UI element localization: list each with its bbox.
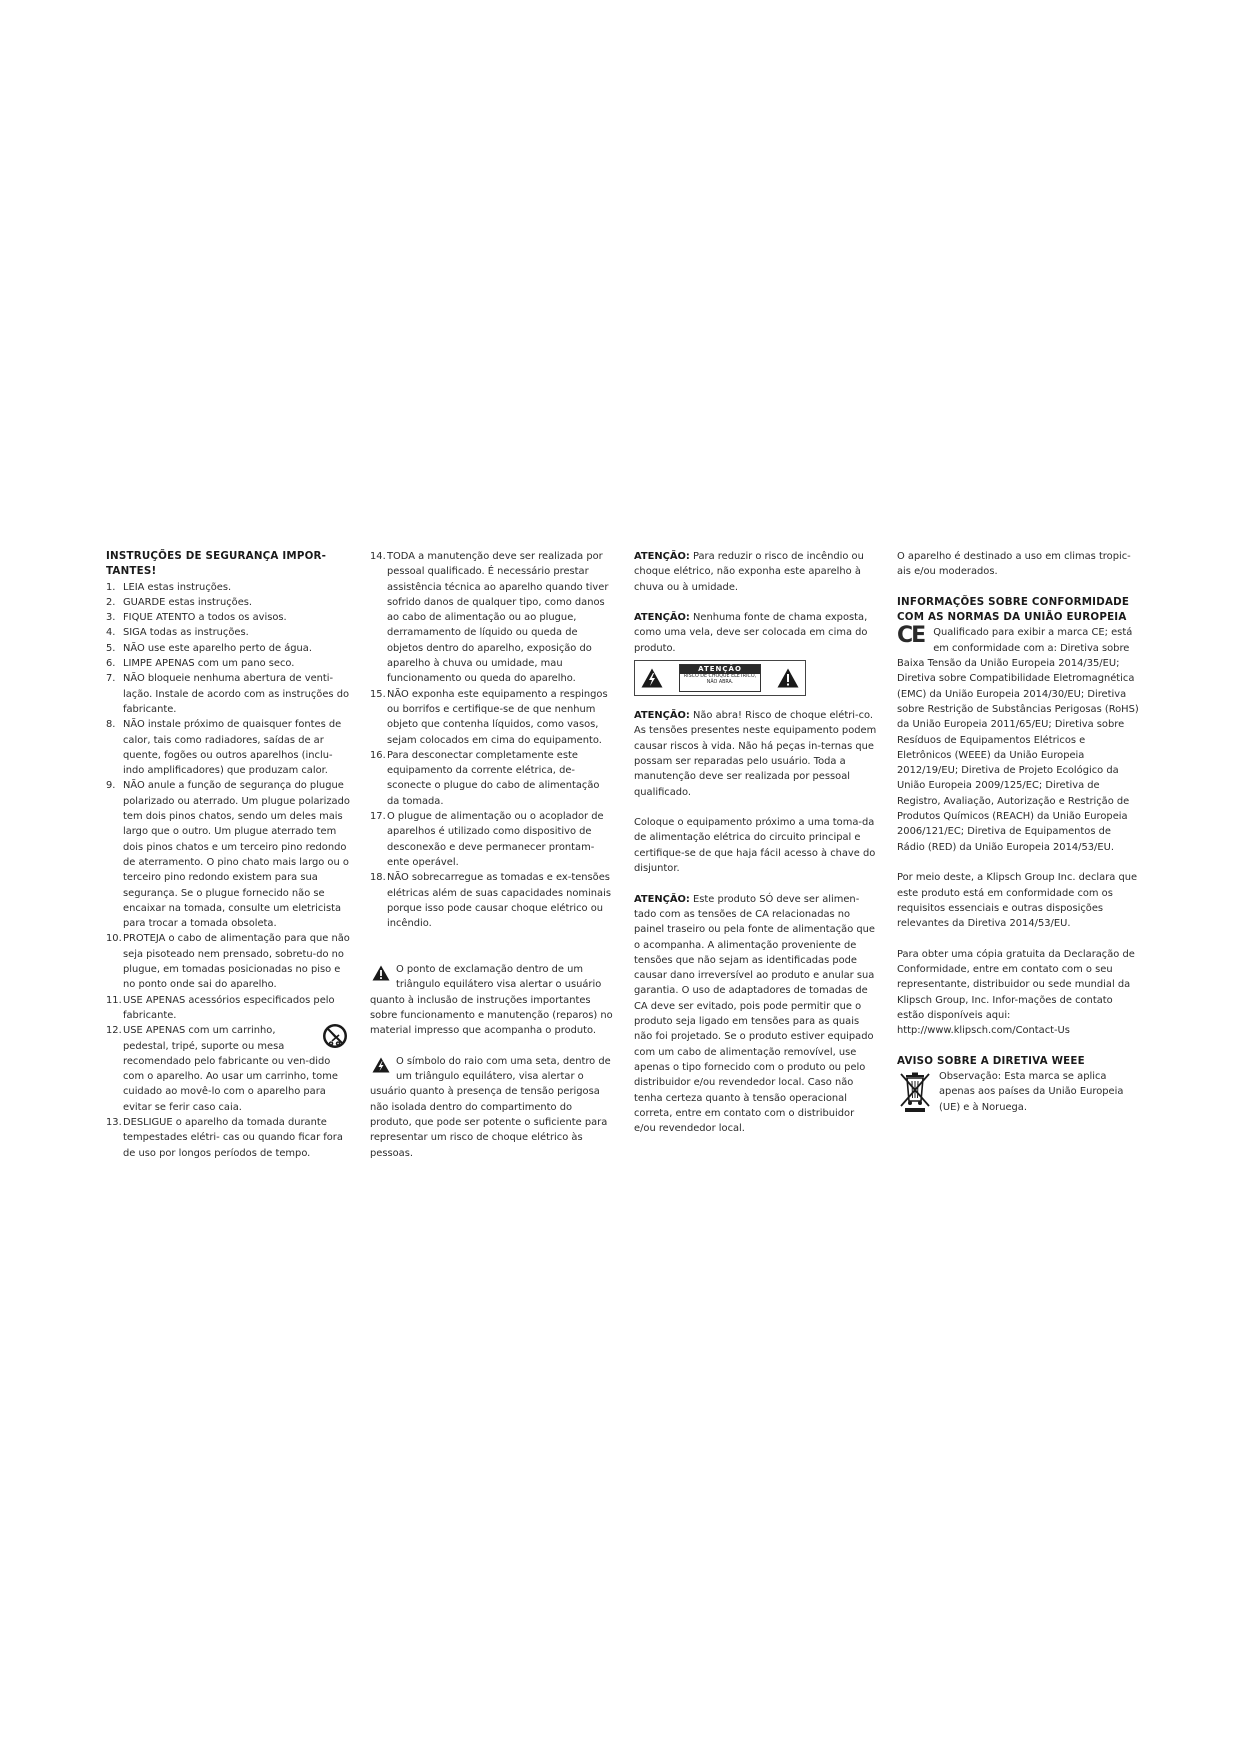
list-item: 10. PROTEJA o cabo de alimentação para que não seja pisoteado nem prensado, sobretu-do no plugue, em tomadas posicionadas no piso e no ponto onde sai do aparelho. [106,933,350,991]
caution-label-text [679,664,761,692]
safety-heading: INSTRUÇÕES DE SEGURANÇA IMPOR-TANTES! [106,550,327,578]
caution-label [634,660,806,696]
list-item: 14. TODA a manutenção deve ser realizada por pessoal qualificado. É necessário prestar assistência técnica ao aparelho quando tiver sofrido danos de qualquer tipo, como danos ao cabo de alimentação ou ao plugue, derramamento de líquido ou queda de objetos dentro do aparelho, exposição do aparelho à chuva ou umidade, mau funcionamento ou queda do aparelho. [370,551,609,685]
list-item: 2. GUARDE estas instruções. [106,596,253,608]
warnings-column [634,549,878,1136]
exclamation-triangle-icon [372,965,390,981]
safety-list [106,580,350,1161]
warning-moisture: ATENÇÃO: Para reduzir o risco de incêndio ou choque elétrico, não exponha este aparelho à chuva ou à umidade. [634,551,864,593]
warning-flame: ATENÇÃO: Nenhuma fonte de chama exposta, como uma vela, deve ser colocada em cima do produto. [634,612,868,654]
safety-instructions-column [106,549,350,1161]
list-item: 5. NÃO use este aparelho perto de água. [106,642,312,654]
no-cart-tipover-icon [322,1023,348,1049]
list-item: 7. NÃO bloqueie nenhuma abertura de venti-lação. Instale de acordo com as instruções do fabricante. [106,673,350,715]
list-item: 17. O plugue de alimentação ou o acoplador de aparelhos é utilizado como dispositivo de desconexão e deve permanecer prontam-ente operável. [370,811,604,868]
eu-conformity-heading: INFORMAÇÕES SOBRE CONFORMIDADE COM AS NORMAS DA UNIÃO EUROPEIA [897,595,1130,624]
list-item: 6. LIMPE APENAS com um pano seco. [106,658,295,670]
weee-crossed-bin-icon [897,1071,933,1113]
safety-list-continued [370,549,614,931]
ce-mark-icon: CE [897,623,925,649]
lightning-triangle-icon [372,1057,390,1073]
caution-label-title: ATENÇÃO [680,665,760,674]
list-item: 16. Para desconectar completamente este equipamento da corrente elétrica, de-sconecte o plugue do cabo de alimentação da tomada. [370,749,600,807]
safety-instructions-continued-column [370,549,614,1161]
eu-conformity-text: CE Qualificado para exibir a marca CE; está em conformidade com a: Diretiva sobre Baixa Tensão da União Europeia 2014/35/EU; Diretiva sobre Compatibilidade Eletromagnética (EMC) da União Europeia 2014/30/EU; Diretiva sobre Restrição de Substâncias Perigosas (RoHS) da União Europeia 2011/65/EU; Diretiva sobre Resíduos de Equipamentos Elétricos e Eletrônicos (WEEE) da União Europeia 2012/19/EU; Diretiva de Projeto Ecológico da União Europeia 2009/125/EC; Diretiva de Registro, Avaliação, Autorização e Restrição de Produtos Químicos (REACH) da União Europeia 2006/121/EC; Diretiva de Equipamentos de Rádio (RED) da União Europeia 2014/53/EU. [897,623,1139,853]
exclamation-triangle-icon [777,668,799,688]
list-item: 18. NÃO sobrecarregue as tomadas e ex-tensões elétricas além de suas capacidades nominais porque isso pode causar choque elétrico ou incêndio. [370,872,611,930]
declaration-copy-text: Para obter uma cópia gratuita da Declaração de Conformidade, entre em contato com o seu representante, distribuidor ou sede mundial da Klipsch Group, Inc. Infor-mações de contato estão disponíveis aqui: http://www.klipsch.com/Contact-Us [897,948,1135,1037]
lightning-triangle-icon [641,668,663,688]
list-item: 1. LEIA estas instruções. [106,581,232,593]
caution-label-line: RISCO DE CHOQUE ELÉTRICO, [683,674,757,680]
compliance-column [897,549,1141,1115]
list-item: 4. SIGA todas as instruções. [106,627,249,639]
list-item: 11. USE APENAS acessórios especificados pelo fabricante. [106,994,335,1021]
climate-note: O aparelho é destinado a uso em climas tropic-ais e/ou moderados. [897,551,1131,578]
caution-label-line: NÃO ABRA. [706,680,734,686]
list-item: 3. FIQUE ATENTO a todos os avisos. [106,612,287,624]
list-item: 8. NÃO instale próximo de quaisquer fontes de calor, tais como radiadores, saídas de ar quente, fogões ou outros aparelhos (inclu-indo amplificadores) que produzam calor. [106,719,342,777]
lightning-note: O símbolo do raio com uma seta, dentro de um triângulo equilátero, visa alertar o usuário quanto à presença de tensão perigosa não isolada dentro do compartimento do produto, que pode ser potente o suficiente para representar um risco de choque elétrico às pessoas. [370,1055,611,1159]
placement-note: Coloque o equipamento próximo a uma toma-da de alimentação elétrica do circuito principal e certifique-se de que haja fácil acesso à chave do disjuntor. [634,817,876,875]
declaration-text: Por meio deste, a Klipsch Group Inc. declara que este produto está em conformidade com os requisitos essenciais e outras disposições relevantes da Diretiva 2014/53/EU. [897,872,1138,930]
list-item: 9. NÃO anule a função de segurança do plugue polarizado ou aterrado. Um plugue polarizado tem dois pinos chatos, sendo um deles mais largo que o outro. Um plugue aterrado tem dois pinos chatos e um terceiro pino redondo de aterramento. O pino chato mais largo ou o terceiro pino redondo existem para sua segurança. Se o plugue fornecido não se encaixar na tomada, consulte um eletricista para trocar a tomada obsoleta. [106,780,350,930]
list-item: 15. NÃO exponha este equipamento a respingos ou borrifos e certifique-se de que nenhum objeto que contenha líquidos, como vasos, sejam colocados em cima do equipamento. [370,688,608,746]
list-item: 12. USE APENAS com um carrinho, pedestal, tripé, suporte ou mesa recomendado pelo fabricante ou ven-dido com o aparelho. Ao usar um carrinho, tome cuidado ao movê-lo com o aparelho para evitar se ferir caso caia. [106,1023,350,1115]
weee-text: Observação: Esta marca se aplica apenas aos países da União Europeia (UE) e à Noruega. [897,1069,1141,1115]
warning-do-not-open: ATENÇÃO: Não abra! Risco de choque elétri-co. As tensões presentes neste equipamento podem causar riscos à vida. Não há peças in-ternas que possam ser reparadas pelo usuário. Toda a manutenção deve ser realizada por pessoal qualificado. [634,710,877,798]
weee-heading: AVISO SOBRE A DIRETIVA WEEE [897,1054,1085,1067]
warning-voltage: ATENÇÃO: Este produto SÓ deve ser alimen-tado com as tensões de CA relacionadas no painel traseiro ou pela fonte de alimentação que o acompanha. A alimentação proveniente de tensões que não sejam as identificadas pode causar dano irreversível ao produto e anular sua garantia. O uso de adaptadores de tomadas de CA deve ser evitado, pois pode permitir que o produto seja ligado em tensões para as quais não foi projetado. Se o produto estiver equipado com um cabo de alimentação removível, use apenas o tipo fornecido com o produto ou pelo distribuidor e/ou revendedor local. Caso não tenha certeza quanto à tensão operacional correta, entre em contato com o distribuidor e/ou revendedor local. [634,893,875,1135]
exclamation-note: O ponto de exclamação dentro de um triângulo equilátero visa alertar o usuário quanto à inclusão de instruções importantes sobre funcionamento e manutenção (reparos) no material impresso que acompanha o produto. [370,964,613,1037]
list-item: 13. DESLIGUE o aparelho da tomada durante tempestades elétri- cas ou quando ficar fora de uso por longos períodos de tempo. [106,1116,343,1159]
